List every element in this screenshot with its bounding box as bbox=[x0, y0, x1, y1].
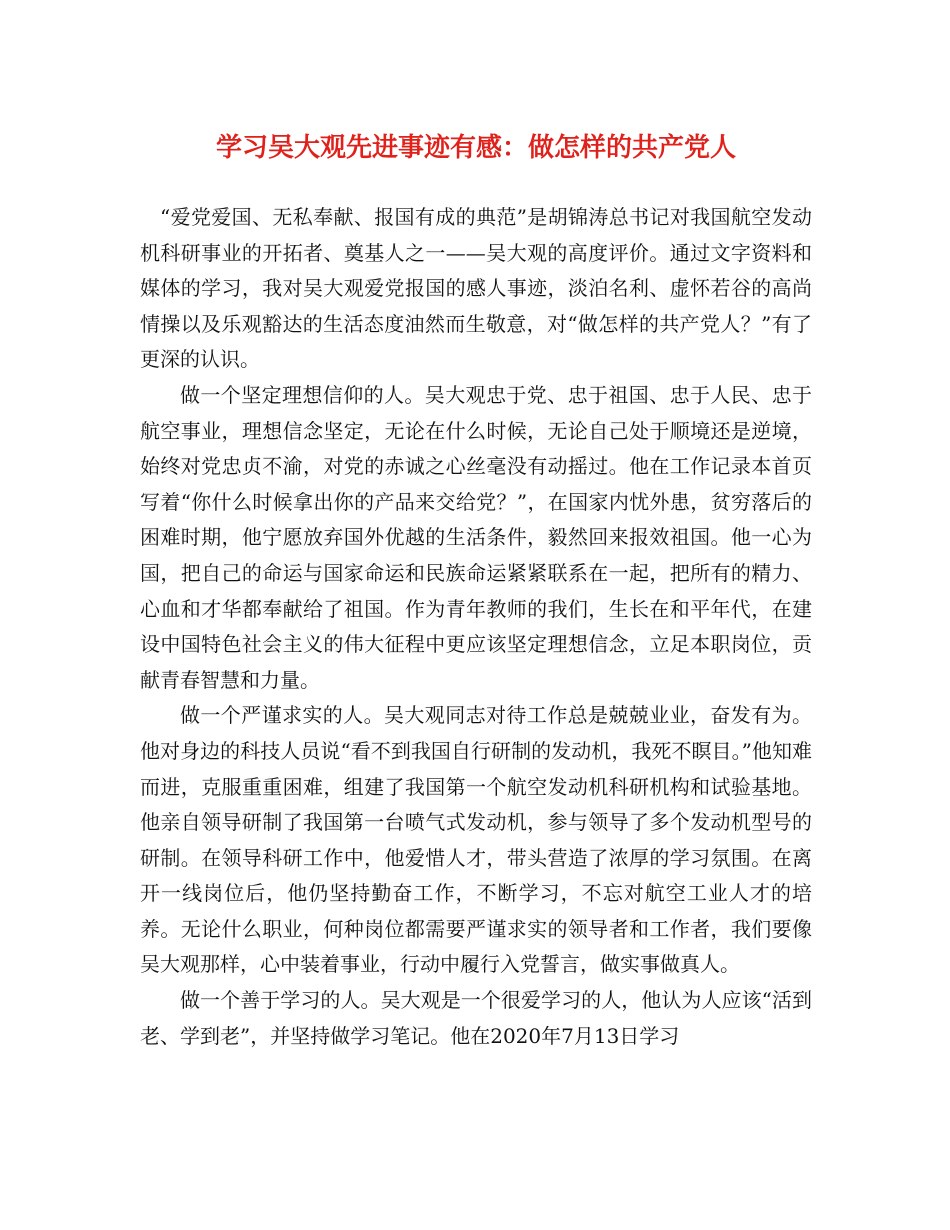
paragraph-rigor: 做一个严谨求实的人。吴大观同志对待工作总是兢兢业业，奋发有为。他对身边的科技人员说“看不到我国自行研制的发动机，我死不瞑目。”他知难而进，克服重重困难，组建了我国第一个航空发动机科研机构和试验基地。他亲自领导研制了我国第一台喷气式发动机，参与领导了多个发动机型号的研制。在领导科研工作中，他爱惜人才，带头营造了浓厚的学习氛围。在离开一线岗位后，他仍坚持勤奋工作，不断学习，不忘对航空工业人才的培养。无论什么职业，何种岗位都需要严谨求实的领导者和工作者，我们要像吴大观那样，心中装着事业，行动中履行入党誓言，做实事做真人。 bbox=[140, 703, 812, 977]
document-title: 学习吴大观先进事迹有感：做怎样的共产党人 bbox=[215, 133, 736, 163]
paragraph-learning: 做一个善于学习的人。吴大观是一个很爱学习的人，他认为人应该“活到老、学到老”，并坚持做学习笔记。他在2020年7月13日学习 bbox=[140, 988, 812, 1048]
document-body bbox=[140, 200, 812, 1054]
paragraph-ideals: 做一个坚定理想信仰的人。吴大观忠于党、忠于祖国、忠于人民、忠于航空事业，理想信念坚定，无论在什么时候，无论自己处于顺境还是逆境，始终对党忠贞不渝，对党的赤诚之心丝毫没有动摇过。他在工作记录本首页写着“你什么时候拿出你的产品来交给党？”，在国家内忧外患，贫穷落后的困难时期，他宁愿放弃国外优越的生活条件，毅然回来报效祖国。他一心为国，把自己的命运与国家命运和民族命运紧紧联系在一起，把所有的精力、心血和才华都奉献给了祖国。作为青年教师的我们，生长在和平年代，在建设中国特色社会主义的伟大征程中更应该坚定理想信念，立足本职岗位，贡献青春智慧和力量。 bbox=[140, 382, 812, 692]
paragraph-intro: “爱党爱国、无私奉献、报国有成的典范”是胡锦涛总书记对我国航空发动机科研事业的开拓者、奠基人之一——吴大观的高度评价。通过文字资料和媒体的学习，我对吴大观爱党报国的感人事迹，淡泊名利、虚怀若谷的高尚情操以及乐观豁达的生活态度油然而生敬意，对“做怎样的共产党人？”有了更深的认识。 bbox=[140, 205, 812, 372]
